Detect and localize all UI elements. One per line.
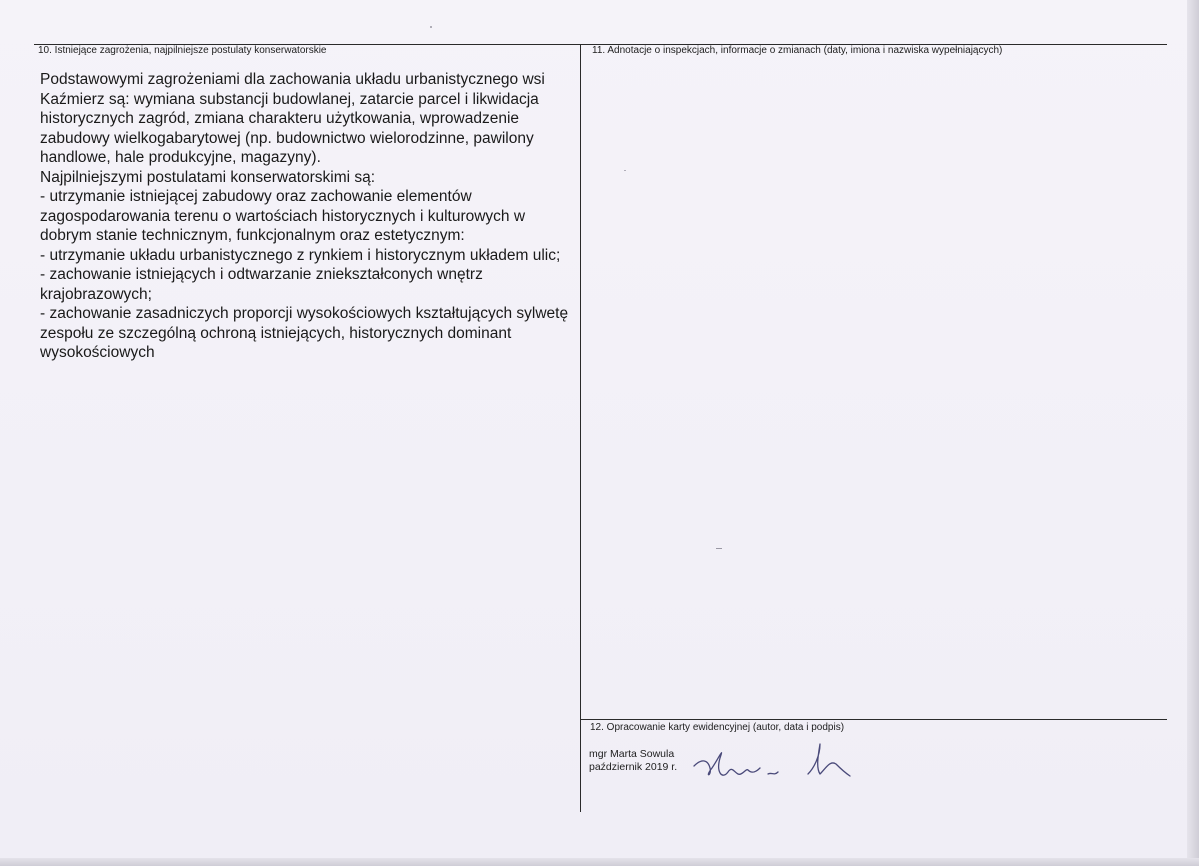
postulate-item: - zachowanie zasadniczych proporcji wysokościowych kształtujących sylwetę zespołu ze szczególną ochroną istniejących, historycznych dominant wysokościowych bbox=[40, 305, 569, 361]
handwritten-signature bbox=[690, 738, 860, 788]
center-divider-line bbox=[580, 44, 581, 812]
paper-edge-right bbox=[1187, 0, 1199, 866]
postulate-item: - utrzymanie istniejącej zabudowy oraz zachowanie elementów zagospodarowania terenu o wartościach historycznych i kulturowych w dobrym stanie technicznym, funkcjonalnym oraz estetycznym: bbox=[40, 188, 526, 244]
postulates-intro: Najpilniejszymi postulatami konserwatorskimi są: bbox=[40, 168, 376, 186]
section-12-label: 12. Opracowanie karty ewidencyjnej (autor, data i podpis) bbox=[590, 722, 845, 733]
section-10-body bbox=[40, 70, 576, 363]
section-11-label: 11. Adnotacje o inspekcjach, informacje o zmianach (daty, imiona i nazwiska wypełniających) bbox=[592, 45, 1003, 56]
section-10-label: 10. Istniejące zagrożenia, najpilniejsze postulaty konserwatorskie bbox=[38, 45, 327, 56]
scan-speck bbox=[624, 170, 626, 171]
author-name: mgr Marta Sowula bbox=[589, 748, 675, 760]
postulate-item: - zachowanie istniejących i odtwarzanie zniekształconych wnętrz krajobrazowych; bbox=[40, 266, 483, 303]
section-12-divider-line bbox=[580, 719, 1167, 720]
paper-edge-bottom bbox=[0, 858, 1199, 866]
scan-speck bbox=[430, 26, 432, 28]
threats-paragraph: Podstawowymi zagrożeniami dla zachowania układu urbanistycznego wsi Kaźmierz są: wymiana substancji budowlanej, zatarcie parcel i likwidacja historycznych zagród, zmiana charakteru użytkowania, wprowadzenie zabudowy wielkogabarytowej (np. budownictwo wielorodzinne, pawilony handlowe, hale produkcyjne, magazyny). bbox=[40, 71, 545, 166]
author-block bbox=[589, 748, 677, 774]
postulate-item: - utrzymanie układu urbanistycznego z rynkiem i historycznym układem ulic; bbox=[40, 246, 561, 264]
scan-speck bbox=[716, 548, 722, 549]
author-date: październik 2019 r. bbox=[589, 761, 678, 773]
